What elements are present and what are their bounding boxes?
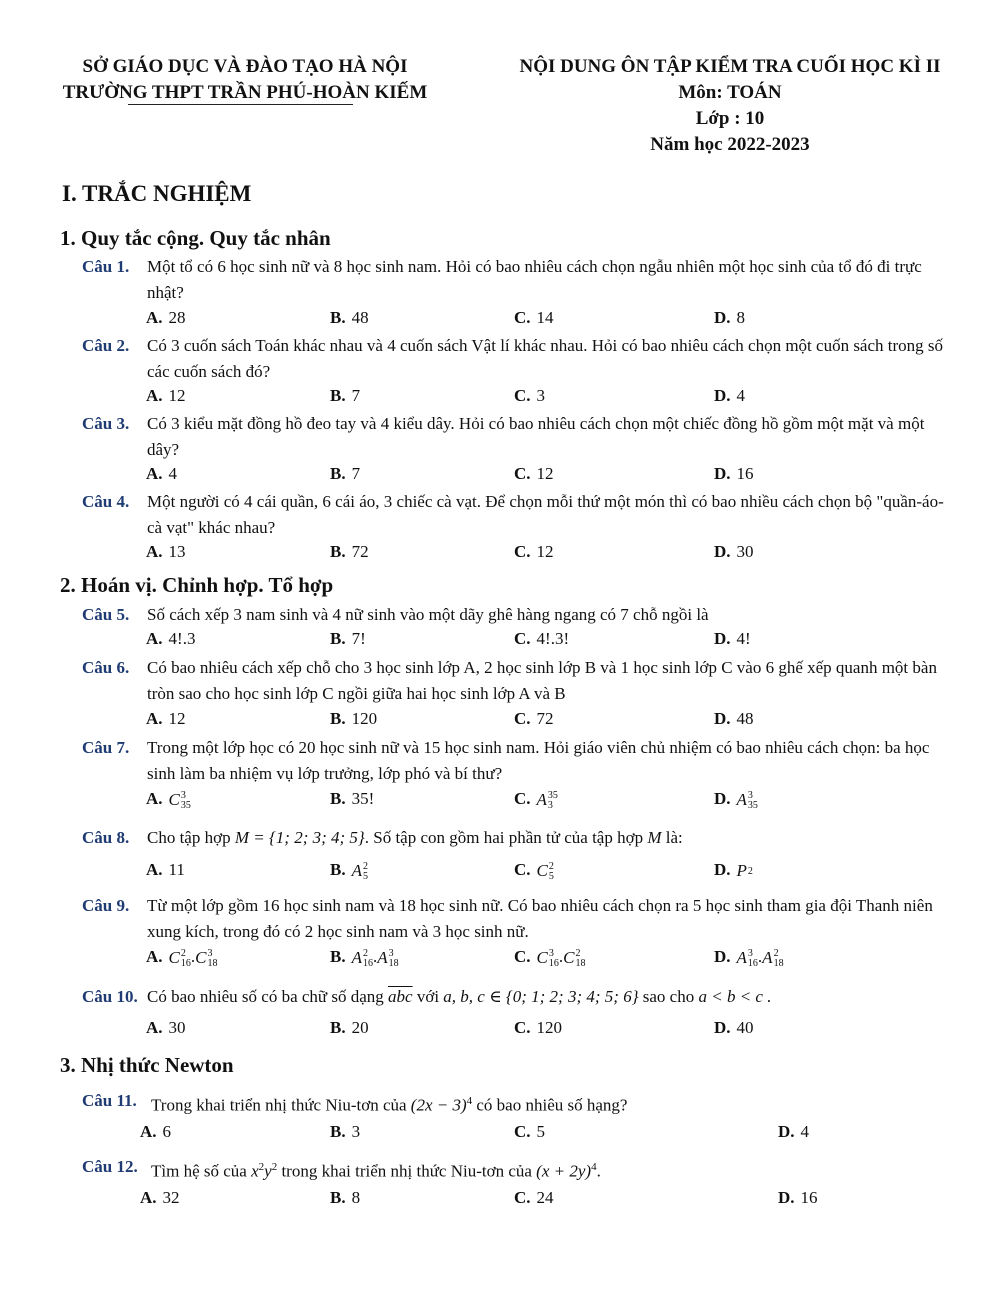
option-value: 16 (736, 464, 754, 483)
answer-options-q10 (0, 1018, 1000, 1042)
option-value: 72 (351, 542, 369, 561)
option-value: 4 (168, 464, 178, 483)
option-key: D. (714, 947, 731, 966)
question-text-start: Trong khai triển nhị thức Niu-tơn của (151, 1095, 407, 1115)
option-key: B. (330, 789, 346, 808)
option-key: B. (330, 947, 346, 966)
option-c[interactable] (514, 789, 558, 811)
option-d[interactable] (778, 1122, 809, 1142)
answer-options-q12 (0, 1188, 1000, 1212)
condition: a < b < c . (698, 987, 772, 1006)
question-label: Câu 6. (82, 658, 130, 677)
option-value: 24 (536, 1188, 554, 1207)
question-text-start: Cho tập hợp (147, 828, 231, 847)
option-key: B. (330, 1122, 346, 1141)
option-c[interactable] (514, 386, 545, 406)
notation-subscript: 5 (362, 870, 368, 882)
option-key: D. (714, 1018, 731, 1037)
answer-options-q8 (0, 860, 1000, 884)
option-value: 14 (536, 308, 554, 327)
option-key: A. (146, 629, 163, 648)
binomial-expression: (x + 2y) (536, 1161, 592, 1181)
question-label: Câu 7. (82, 738, 130, 757)
option-key: A. (146, 789, 163, 808)
option-key: B. (330, 308, 346, 327)
subsection-title-1: 1. Quy tắc cộng. Quy tắc nhân (60, 226, 331, 250)
question-text-start: Có bao nhiêu số có ba chữ số dạng (147, 987, 384, 1006)
notation-subscript: 16 (747, 957, 758, 969)
option-b[interactable] (330, 629, 366, 649)
option-value: 4!.3 (168, 629, 196, 648)
question-6 (82, 655, 952, 707)
question-text-mid: trong khai triển nhị thức Niu-tơn của (281, 1161, 532, 1181)
notation-subscript: 3 (547, 799, 553, 811)
question-text-mid: với (416, 987, 440, 1006)
option-value: 40 (736, 1018, 754, 1037)
question-2 (82, 333, 952, 385)
question-text: Có bao nhiêu cách xếp chỗ cho 3 học sinh lớp A, 2 học sinh lớp B và 1 học sinh lớp C vào 6 ghế xếp quanh một bàn tròn sao cho học sinh lớp C ngồi giữa hai học sinh lớp A và B (147, 658, 937, 703)
answer-options-q11 (0, 1122, 1000, 1146)
question-label: Câu 12. (82, 1157, 138, 1176)
binomial-exponent: 4 (466, 1095, 473, 1107)
option-key: B. (330, 386, 346, 405)
option-key: D. (714, 709, 731, 728)
answer-options-q5 (0, 629, 1000, 653)
option-key: A. (146, 947, 163, 966)
option-value: 28 (168, 308, 186, 327)
option-d[interactable] (714, 464, 754, 484)
question-text-end: có bao nhiêu số hạng? (476, 1095, 628, 1115)
option-value: 30 (168, 1018, 186, 1037)
option-key: A. (146, 308, 163, 327)
option-value: 4 (736, 386, 746, 405)
option-c[interactable] (514, 860, 554, 882)
answer-options-q4 (0, 542, 1000, 566)
document-title: NỘI DUNG ÔN TẬP KIỂM TRA CUỐI HỌC KÌ II (519, 56, 941, 77)
option-a[interactable] (140, 1188, 180, 1208)
answer-options-q7 (0, 789, 1000, 813)
product-dot: . (558, 947, 564, 966)
option-value: 4 (800, 1122, 810, 1141)
notation-symbol: C (195, 947, 207, 967)
answer-options-q6 (0, 709, 1000, 733)
option-d[interactable] (714, 947, 784, 969)
option-a[interactable] (146, 947, 217, 969)
option-key: B. (330, 1018, 346, 1037)
option-d[interactable] (714, 860, 753, 881)
notation-superscript: 2 (773, 947, 779, 959)
product-dot: . (190, 947, 196, 966)
option-key: C. (514, 1018, 531, 1037)
option-key: D. (778, 1188, 795, 1207)
option-d[interactable] (714, 709, 754, 729)
option-c[interactable] (514, 542, 554, 562)
option-value: 16 (800, 1188, 818, 1207)
notation-superscript: 3 (747, 947, 753, 959)
notation-superscript: 2 (575, 947, 581, 959)
question-text-start: Tìm hệ số của (151, 1161, 247, 1181)
option-value: 4! (736, 629, 751, 648)
option-value: 120 (536, 1018, 563, 1037)
subsection-title-2: 2. Hoán vị. Chỉnh hợp. Tổ hợp (60, 573, 334, 597)
notation-symbol: A (736, 947, 747, 967)
notation-subscript: 35 (747, 799, 758, 811)
option-key: A. (140, 1188, 157, 1207)
notation-subscript: 18 (773, 957, 784, 969)
notation-symbol: P (736, 861, 747, 881)
option-value: 6 (162, 1122, 172, 1141)
notation-symbol: A (762, 947, 773, 967)
option-d[interactable] (714, 308, 745, 328)
option-c[interactable] (514, 308, 554, 328)
grade-label: Lớp : 10 (695, 108, 765, 129)
option-c[interactable] (514, 1122, 545, 1142)
answer-options-q3 (0, 464, 1000, 488)
option-value: 120 (351, 709, 378, 728)
option-value: 48 (736, 709, 754, 728)
option-a[interactable] (146, 308, 186, 328)
subject-label: Môn: TOÁN (678, 82, 782, 103)
question-text: Một tổ có 6 học sinh nữ và 8 học sinh nam. Hỏi có bao nhiêu cách chọn ngẫu nhiên một học sinh của tổ đó đi trực nhật? (147, 257, 922, 302)
option-d[interactable] (714, 1018, 754, 1038)
option-key: B. (330, 542, 346, 561)
question-text: Có 3 cuốn sách Toán khác nhau và 4 cuốn sách Vật lí khác nhau. Hỏi có bao nhiêu cách chọn một cuốn sách trong số các cuốn sách đó? (147, 336, 944, 381)
option-key: D. (714, 789, 731, 808)
option-b[interactable] (330, 542, 369, 562)
variable-set: a, b, c ∈ {0; 1; 2; 3; 4; 5; 6} (443, 987, 639, 1006)
option-value: 12 (168, 386, 186, 405)
option-key: B. (330, 629, 346, 648)
notation-subscript: 16 (548, 957, 559, 969)
question-9 (82, 893, 952, 945)
notation-subscript: 18 (575, 957, 586, 969)
question-4 (82, 489, 952, 541)
option-key: D. (778, 1122, 795, 1141)
option-value: 7 (351, 386, 361, 405)
term-y: y (264, 1161, 272, 1181)
school-name: TRƯỜNG THPT TRẦN PHÚ-HOÀN KIẾM (62, 82, 428, 103)
option-key: B. (330, 860, 346, 879)
option-key: D. (714, 386, 731, 405)
question-text-end: là: (665, 828, 683, 847)
option-key: B. (330, 709, 346, 728)
question-text: Từ một lớp gồm 16 học sinh nam và 18 học sinh nữ. Có bao nhiêu cách chọn ra 5 học sinh tham gia đội Thanh niên xung kích, trong đó có 2 học sinh nam và 3 học sinh nữ. (147, 896, 933, 941)
option-b[interactable] (330, 1122, 360, 1142)
question-8 (82, 825, 952, 851)
option-key: B. (330, 464, 346, 483)
option-d[interactable] (714, 386, 745, 406)
option-c[interactable] (514, 1188, 554, 1208)
option-value: 11 (168, 860, 185, 879)
option-a[interactable] (146, 386, 186, 406)
section-title: I. TRẮC NGHIỆM (62, 181, 252, 206)
option-d[interactable] (714, 789, 758, 811)
option-b[interactable] (330, 308, 369, 328)
option-key: A. (140, 1122, 157, 1141)
answer-options-q1 (0, 308, 1000, 332)
binomial-expression: (2x − 3) (410, 1095, 467, 1115)
question-label: Câu 10. (82, 987, 138, 1006)
answer-options-q9 (0, 947, 1000, 971)
option-value: 3 (351, 1122, 361, 1141)
term-x-exponent: 2 (258, 1161, 265, 1173)
option-value: 48 (351, 308, 369, 327)
binomial-exponent: 4 (591, 1161, 597, 1173)
question-1 (82, 254, 952, 306)
answer-options-q2 (0, 386, 1000, 410)
option-b[interactable] (330, 1188, 360, 1208)
option-key: C. (514, 386, 531, 405)
option-value: 20 (351, 1018, 369, 1037)
option-key: C. (514, 1122, 531, 1141)
option-key: A. (146, 709, 163, 728)
option-key: D. (714, 308, 731, 327)
option-b[interactable] (330, 386, 360, 406)
notation-symbol: A (536, 789, 547, 809)
option-b[interactable] (330, 1018, 369, 1038)
option-key: D. (714, 464, 731, 483)
option-value: 5 (536, 1122, 546, 1141)
question-text-end: . (596, 1161, 601, 1181)
notation-superscript: 3 (388, 947, 394, 959)
notation-subscript: 35 (180, 799, 191, 811)
option-d[interactable] (714, 629, 751, 649)
option-key: C. (514, 464, 531, 483)
question-label: Câu 2. (82, 336, 130, 355)
product-dot: . (372, 947, 378, 966)
option-a[interactable] (146, 629, 195, 649)
option-b[interactable] (330, 709, 377, 729)
overlined-number: $\overline{abc}$ (388, 987, 413, 1006)
option-b[interactable] (330, 947, 399, 969)
notation-symbol: C (536, 947, 548, 967)
notation-subscript: 2 (747, 866, 753, 878)
option-a[interactable] (146, 789, 191, 811)
notation-subscript: 16 (362, 957, 373, 969)
notation-symbol: C (168, 789, 180, 809)
notation-subscript: 5 (548, 870, 554, 882)
notation-superscript: 3 (207, 947, 213, 959)
option-key: C. (514, 789, 531, 808)
option-value: 3 (536, 386, 546, 405)
notation-symbol: C (536, 860, 548, 880)
notation-superscript: 3 (180, 789, 186, 801)
question-label: Câu 3. (82, 414, 130, 433)
question-11 (82, 1088, 952, 1119)
option-key: D. (714, 542, 731, 561)
notation-superscript: 2 (180, 947, 186, 959)
option-value: 32 (162, 1188, 180, 1207)
term-x: x (251, 1161, 259, 1181)
header-underline (128, 104, 353, 105)
question-label: Câu 4. (82, 492, 130, 511)
question-label: Câu 1. (82, 257, 130, 276)
option-value: 12 (536, 542, 554, 561)
notation-subscript: 18 (388, 957, 399, 969)
option-key: D. (714, 860, 731, 879)
question-label: Câu 9. (82, 896, 130, 915)
option-a[interactable] (146, 542, 186, 562)
notation-superscript: 35 (547, 789, 558, 801)
option-key: B. (330, 1188, 346, 1207)
option-value: 12 (536, 464, 554, 483)
option-value: 8 (736, 308, 746, 327)
question-text: Trong một lớp học có 20 học sinh nữ và 15 học sinh nam. Hỏi giáo viên chủ nhiệm có bao nhiêu cách chọn: ba học sinh làm ba nhiệm vụ lớp trưởng, lớp phó và bí thư? (147, 738, 930, 783)
option-key: A. (146, 386, 163, 405)
notation-superscript: 2 (548, 860, 554, 872)
option-value: 8 (351, 1188, 361, 1207)
question-label: Câu 11. (82, 1091, 137, 1110)
option-key: D. (714, 629, 731, 648)
notation-superscript: 2 (362, 947, 368, 959)
question-12 (82, 1154, 952, 1185)
question-label: Câu 8. (82, 828, 130, 847)
term-y-exponent: 2 (271, 1161, 278, 1173)
option-b[interactable] (330, 860, 368, 882)
option-a[interactable] (146, 860, 185, 880)
option-b[interactable] (330, 789, 374, 809)
option-key: C. (514, 947, 531, 966)
option-d[interactable] (714, 542, 754, 562)
option-c[interactable] (514, 1018, 562, 1038)
option-key: C. (514, 542, 531, 561)
option-a[interactable] (146, 464, 177, 484)
option-key: C. (514, 1188, 531, 1207)
option-value: 12 (168, 709, 186, 728)
option-c[interactable] (514, 709, 554, 729)
option-c[interactable] (514, 464, 554, 484)
question-text: Một người có 4 cái quần, 6 cái áo, 3 chiếc cà vạt. Để chọn mỗi thứ một món thì có bao nhiều cách chọn bộ "quần-áo-cà vạt" khác nhau? (147, 492, 944, 537)
school-year: Năm học 2022-2023 (650, 134, 810, 155)
notation-symbol: A (351, 860, 362, 880)
option-value: 7 (351, 464, 361, 483)
notation-symbol: C (168, 947, 180, 967)
option-key: A. (146, 464, 163, 483)
option-key: C. (514, 860, 531, 879)
question-text: Số cách xếp 3 nam sinh và 4 nữ sinh vào một dãy ghê hàng ngang có 7 chỗ ngồi là (147, 605, 709, 624)
option-value: 30 (736, 542, 754, 561)
option-value: 7! (351, 629, 366, 648)
set-variable: M (647, 828, 662, 847)
notation-subscript: 18 (207, 957, 218, 969)
notation-superscript: 3 (747, 789, 753, 801)
notation-symbol: A (351, 947, 362, 967)
notation-symbol: A (377, 947, 388, 967)
notation-subscript: 16 (180, 957, 191, 969)
set-expression: M = {1; 2; 3; 4; 5} (234, 828, 365, 847)
question-text-mid: . Số tập con gồm hai phần tử của tập hợp (364, 828, 644, 847)
option-b[interactable] (330, 464, 360, 484)
notation-superscript: 3 (548, 947, 554, 959)
option-c[interactable] (514, 947, 585, 969)
subsection-title-3: 3. Nhị thức Newton (60, 1053, 234, 1077)
notation-superscript: 2 (362, 860, 368, 872)
question-5 (82, 602, 952, 628)
option-key: C. (514, 629, 531, 648)
question-text: Có 3 kiểu mặt đồng hồ đeo tay và 4 kiểu dây. Hỏi có bao nhiêu cách chọn một chiếc đồng hồ gồm một mặt và một dây? (147, 414, 925, 459)
option-a[interactable] (146, 1018, 186, 1038)
option-a[interactable] (146, 709, 186, 729)
option-key: A. (146, 542, 163, 561)
notation-symbol: A (736, 789, 747, 809)
option-d[interactable] (778, 1188, 818, 1208)
option-a[interactable] (140, 1122, 171, 1142)
question-10 (82, 984, 952, 1010)
option-value: 13 (168, 542, 186, 561)
option-key: C. (514, 709, 531, 728)
question-3 (82, 411, 952, 463)
option-value: 4!.3! (536, 629, 570, 648)
option-key: C. (514, 308, 531, 327)
option-c[interactable] (514, 629, 569, 649)
department-name: SỞ GIÁO DỤC VÀ ĐÀO TẠO HÀ NỘI (82, 56, 408, 77)
option-key: A. (146, 1018, 163, 1037)
product-dot: . (757, 947, 763, 966)
option-value: 35! (351, 789, 375, 808)
question-7 (82, 735, 952, 787)
option-value: 72 (536, 709, 554, 728)
notation-symbol: C (563, 947, 575, 967)
option-key: A. (146, 860, 163, 879)
question-label: Câu 5. (82, 605, 130, 624)
question-text-after: sao cho (642, 987, 695, 1006)
